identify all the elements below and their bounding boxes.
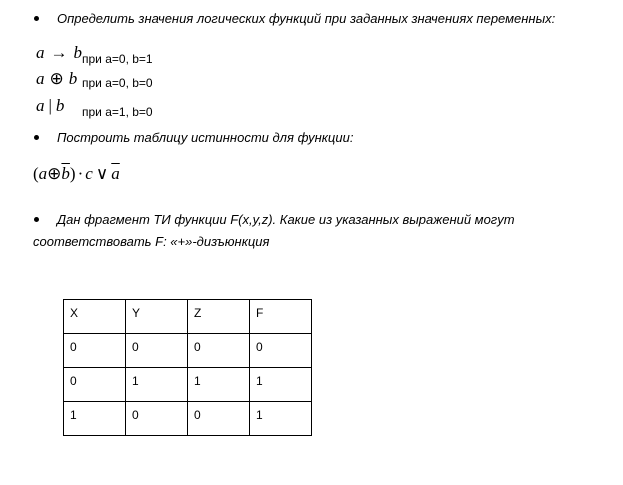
function-1	[36, 43, 82, 63]
bullet-3	[34, 217, 39, 222]
task-3-text-line2: соответствовать F: «+»-дизъюнкция	[33, 234, 270, 249]
formula-close: )	[69, 164, 76, 183]
formula-dot: ·	[77, 164, 84, 183]
formula-a: a	[38, 164, 48, 183]
function-1-op: →	[50, 43, 68, 62]
table-cell: 0	[126, 402, 188, 436]
task-1-text: Определить значения логических функций при заданных значениях переменных:	[57, 11, 556, 26]
truth-table	[63, 299, 312, 436]
bullet-1	[34, 16, 39, 21]
function-3-lhs: a	[36, 96, 45, 115]
table-cell: 0	[188, 402, 250, 436]
table-row	[64, 368, 312, 402]
function-2-op: ⊕	[49, 69, 64, 88]
function-1-rhs: b	[73, 43, 82, 62]
table-cell: 1	[250, 402, 312, 436]
table-row	[64, 402, 312, 436]
formula-b-negated: $\overline{b}$	[61, 164, 70, 183]
formula-or: ∨	[95, 164, 109, 183]
table-header-x: X	[64, 300, 126, 334]
function-2-values: при a=0, b=0	[82, 76, 153, 90]
table-cell: 0	[64, 368, 126, 402]
function-2-rhs: b	[68, 69, 78, 88]
table-cell: 1	[64, 402, 126, 436]
formula-open: (	[33, 164, 39, 183]
table-cell: 0	[126, 334, 188, 368]
function-2	[36, 69, 77, 89]
table-header-row	[64, 300, 312, 334]
table-cell: 0	[250, 334, 312, 368]
task-3-text: Дан фрагмент ТИ функции F(x,y,z). Какие из указанных выражений могут	[57, 212, 515, 227]
table-cell: 0	[64, 334, 126, 368]
function-1-lhs: a	[36, 43, 45, 62]
function-3-rhs: b	[55, 96, 65, 115]
table-cell: 0	[188, 334, 250, 368]
formula-c: c	[85, 164, 93, 183]
task-2-text: Построить таблицу истинности для функции:	[57, 130, 354, 145]
table-header-y: Y	[126, 300, 188, 334]
function-3-values: при a=1, b=0	[82, 105, 153, 119]
table-cell: 1	[250, 368, 312, 402]
table-cell: 1	[188, 368, 250, 402]
function-3-op: |	[48, 96, 52, 115]
formula-xor: ⊕	[47, 164, 62, 183]
function-3	[36, 96, 64, 116]
bullet-2	[34, 135, 39, 140]
formula-a-negated: $\overline{a}$	[111, 164, 120, 183]
table-row	[64, 334, 312, 368]
function-2-lhs: a	[36, 69, 45, 88]
formula	[33, 164, 120, 184]
table-header-z: Z	[188, 300, 250, 334]
table-cell: 1	[126, 368, 188, 402]
function-1-values: при a=0, b=1	[82, 52, 153, 66]
table-header-f: F	[250, 300, 312, 334]
